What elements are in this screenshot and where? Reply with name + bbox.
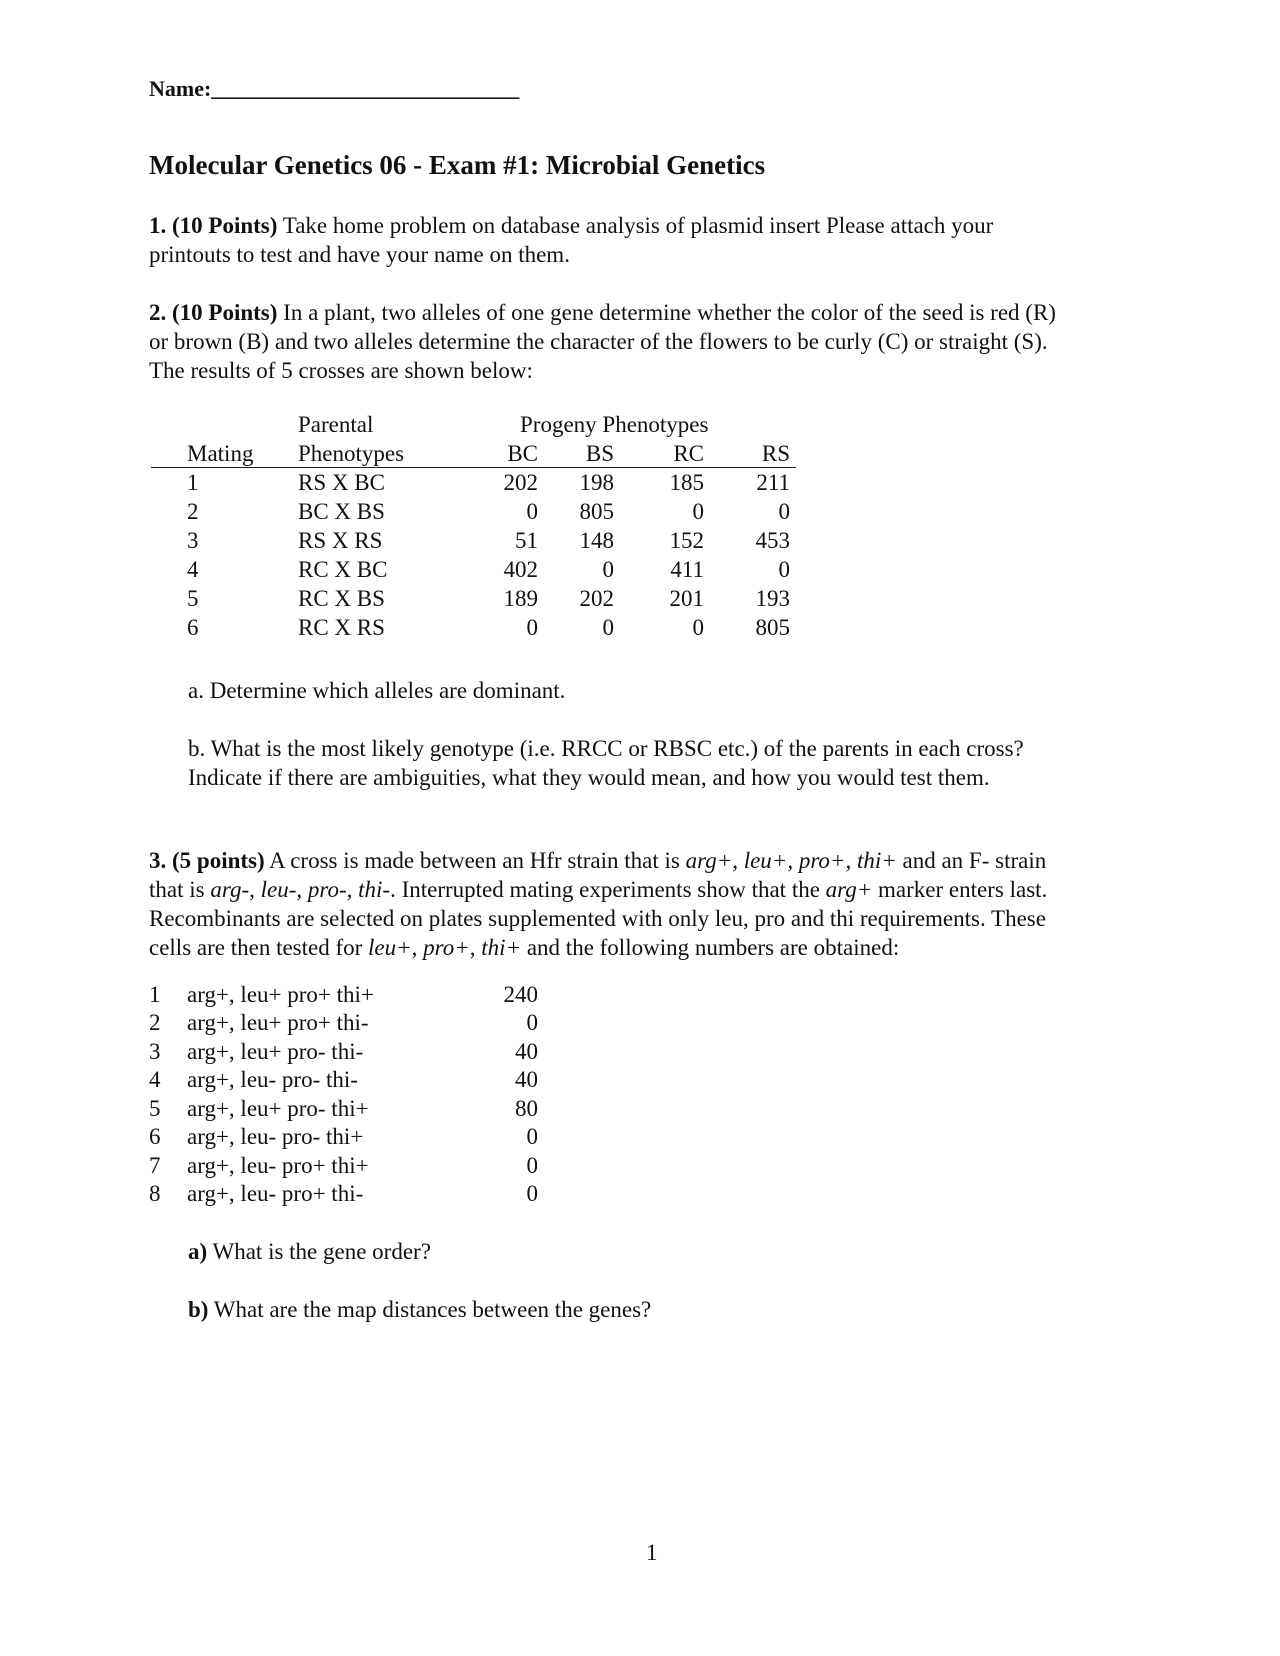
page-number: 1 — [646, 1540, 658, 1565]
cell-rs: 211 — [756, 470, 790, 495]
cell-parents: RS X BC — [298, 470, 385, 495]
cell-mating: 5 — [187, 586, 199, 611]
item-genotype: arg+, leu+ pro- thi+ — [187, 1096, 369, 1121]
cell-rs: 193 — [755, 586, 790, 611]
question-3-text: that is — [149, 877, 211, 902]
cell-parents: RS X RS — [298, 528, 383, 553]
question-1-text-line1: Take home problem on database analysis of plasmid insert Please attach your — [277, 213, 994, 238]
item-number: 2 — [149, 1010, 161, 1035]
question-2-text-line1: In a plant, two alleles of one gene determine whether the color of the seed is red (R) — [277, 300, 1056, 325]
question-3 — [149, 846, 1154, 962]
item-number: 6 — [149, 1124, 161, 1149]
question-3-text: . Interrupted mating experiments show that the — [390, 877, 826, 902]
hfr-genotype: arg+, leu+, pro+, thi+ — [685, 848, 897, 873]
item-genotype: arg+, leu- pro- thi+ — [187, 1124, 364, 1149]
cell-bs: 148 — [579, 528, 614, 553]
item-genotype: arg+, leu- pro+ thi- — [187, 1181, 364, 1206]
question-3-text: Recombinants are selected on plates supplemented with only leu, pro and thi requirements. These — [149, 906, 1046, 931]
question-2-part-a: a. Determine which alleles are dominant. — [188, 678, 566, 703]
cell-bc: 189 — [503, 586, 538, 611]
cell-bs: 805 — [579, 499, 614, 524]
header-progeny-phenotypes: Progeny Phenotypes — [520, 412, 709, 437]
cell-mating: 2 — [187, 499, 199, 524]
item-count: 40 — [515, 1039, 538, 1064]
col-header-rs: RS — [761, 441, 790, 466]
question-2-part-b-line1: b. What is the most likely genotype (i.e. RRCC or RBSC etc.) of the parents in each cross? — [188, 736, 1024, 761]
cell-rs: 805 — [755, 615, 790, 640]
question-2-label: 2. (10 Points) — [149, 300, 278, 325]
cell-rc: 0 — [692, 499, 704, 524]
cell-bc: 202 — [503, 470, 538, 495]
item-number: 7 — [149, 1153, 161, 1178]
item-genotype: arg+, leu+ pro- thi- — [187, 1039, 364, 1064]
header-parental: Parental — [298, 412, 374, 437]
cell-parents: RC X BS — [298, 586, 385, 611]
question-3-text: cells are then tested for — [149, 935, 369, 960]
item-genotype: arg+, leu+ pro+ thi- — [187, 1010, 369, 1035]
item-count: 0 — [526, 1153, 538, 1178]
question-3-part-a — [188, 1237, 431, 1266]
question-2-part-b-line2: Indicate if there are ambiguities, what they would mean, and how you would test them. — [188, 765, 990, 790]
question-2 — [149, 298, 1154, 385]
item-number: 1 — [149, 982, 161, 1007]
col-header-mating: Mating — [187, 441, 254, 466]
question-3-part-b — [188, 1295, 651, 1324]
cell-bc: 51 — [515, 528, 538, 553]
item-number: 8 — [149, 1181, 161, 1206]
question-1 — [149, 211, 1154, 269]
arg-marker: arg+ — [825, 877, 873, 902]
col-header-bc: BC — [507, 441, 538, 466]
cell-parents: RC X RS — [298, 615, 385, 640]
name-field-line: Name:____________________________ — [149, 76, 520, 101]
cell-rs: 0 — [778, 499, 790, 524]
question-3-label: 3. (5 points) — [149, 848, 265, 873]
item-genotype: arg+, leu+ pro+ thi+ — [187, 982, 374, 1007]
question-2-text-line2: or brown (B) and two alleles determine the character of the flowers to be curly (C) or straight (S). — [149, 329, 1048, 354]
question-3-part-b-text: What are the map distances between the genes? — [208, 1297, 652, 1322]
question-3-part-b-label: b) — [188, 1297, 209, 1322]
cell-bc: 402 — [503, 557, 538, 582]
item-count: 80 — [515, 1096, 538, 1121]
cell-rc: 201 — [669, 586, 704, 611]
cell-rc: 0 — [692, 615, 704, 640]
exam-title: Molecular Genetics 06 - Exam #1: Microbial Genetics — [149, 150, 766, 180]
cell-rc: 411 — [670, 557, 704, 582]
item-genotype: arg+, leu- pro+ thi+ — [187, 1153, 369, 1178]
f-minus-genotype: arg-, leu-, pro-, thi- — [210, 877, 391, 902]
cell-bs: 0 — [602, 557, 614, 582]
item-count: 40 — [515, 1067, 538, 1092]
item-count: 240 — [503, 982, 538, 1007]
item-number: 3 — [149, 1039, 161, 1064]
cell-bc: 0 — [526, 615, 538, 640]
cell-rs: 453 — [755, 528, 790, 553]
cell-rc: 152 — [669, 528, 704, 553]
cell-mating: 6 — [187, 615, 199, 640]
cell-bs: 198 — [579, 470, 614, 495]
cell-rs: 0 — [778, 557, 790, 582]
item-number: 4 — [149, 1067, 161, 1092]
cell-parents: BC X BS — [298, 499, 385, 524]
cell-rc: 185 — [669, 470, 704, 495]
cell-mating: 3 — [187, 528, 199, 553]
cell-parents: RC X BC — [298, 557, 388, 582]
question-3-text: A cross is made between an Hfr strain that is — [264, 848, 686, 873]
col-header-phenotypes: Phenotypes — [298, 441, 405, 466]
cell-bc: 0 — [526, 499, 538, 524]
item-number: 5 — [149, 1096, 161, 1121]
col-header-bs: BS — [585, 441, 614, 466]
question-1-label: 1. (10 Points) — [149, 213, 278, 238]
tested-markers: leu+, pro+, thi+ — [368, 935, 522, 960]
item-genotype: arg+, leu- pro- thi- — [187, 1067, 358, 1092]
item-count: 0 — [526, 1181, 538, 1206]
question-1-text-line2: printouts to test and have your name on them. — [149, 242, 570, 267]
question-3-text: and an F- strain — [896, 848, 1047, 873]
cell-bs: 202 — [579, 586, 614, 611]
question-3-part-a-text: What is the gene order? — [207, 1239, 431, 1264]
cell-mating: 4 — [187, 557, 199, 582]
question-3-part-a-label: a) — [188, 1239, 208, 1264]
question-3-text: and the following numbers are obtained: — [521, 935, 900, 960]
question-3-text: marker enters last. — [872, 877, 1048, 902]
item-count: 0 — [526, 1010, 538, 1035]
col-header-rc: RC — [673, 441, 704, 466]
question-2-text-line3: The results of 5 crosses are shown below: — [149, 358, 533, 383]
item-count: 0 — [526, 1124, 538, 1149]
cell-bs: 0 — [602, 615, 614, 640]
cell-mating: 1 — [187, 470, 199, 495]
